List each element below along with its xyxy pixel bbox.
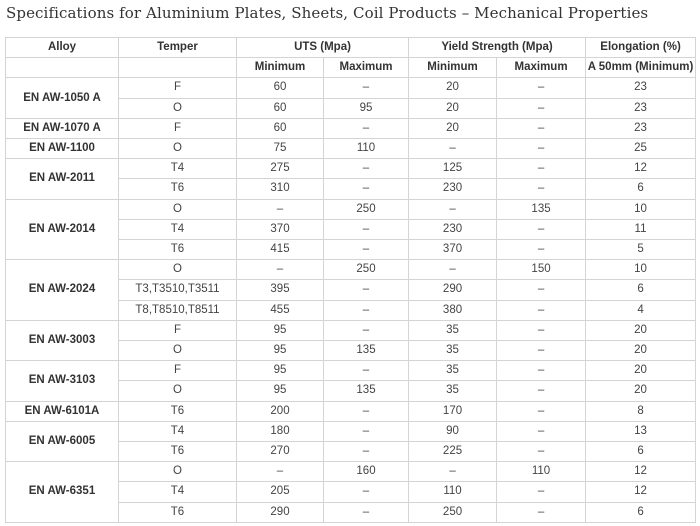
header-uts-maximum: Maximum bbox=[324, 58, 409, 78]
header-uts-minimum: Minimum bbox=[237, 58, 324, 78]
yield-max-cell: – bbox=[497, 78, 586, 98]
uts-min-cell: 60 bbox=[237, 118, 324, 138]
yield-max-cell: – bbox=[497, 401, 586, 421]
elongation-cell: 20 bbox=[586, 381, 696, 401]
yield-max-cell: 150 bbox=[497, 260, 586, 280]
header-elongation: Elongation (%) bbox=[586, 38, 696, 58]
uts-max-cell: 250 bbox=[324, 199, 409, 219]
uts-max-cell: 135 bbox=[324, 381, 409, 401]
alloy-cell: EN AW-2024 bbox=[6, 260, 119, 321]
yield-min-cell: 290 bbox=[409, 280, 497, 300]
yield-min-cell: 35 bbox=[409, 361, 497, 381]
yield-min-cell: 35 bbox=[409, 381, 497, 401]
uts-max-cell: – bbox=[324, 280, 409, 300]
temper-cell: F bbox=[119, 361, 237, 381]
yield-max-cell: 110 bbox=[497, 462, 586, 482]
yield-min-cell: 250 bbox=[409, 502, 497, 522]
yield-min-cell: – bbox=[409, 199, 497, 219]
temper-cell: T6 bbox=[119, 502, 237, 522]
uts-max-cell: – bbox=[324, 482, 409, 502]
uts-min-cell: 75 bbox=[237, 139, 324, 159]
elongation-cell: 23 bbox=[586, 78, 696, 98]
yield-max-cell: – bbox=[497, 300, 586, 320]
uts-max-cell: – bbox=[324, 502, 409, 522]
uts-min-cell: 95 bbox=[237, 320, 324, 340]
temper-cell: T4 bbox=[119, 421, 237, 441]
table-row bbox=[6, 139, 696, 159]
uts-min-cell: 200 bbox=[237, 401, 324, 421]
alloy-cell: EN AW-1100 bbox=[6, 139, 119, 159]
elongation-cell: 20 bbox=[586, 361, 696, 381]
header-row-main bbox=[6, 38, 696, 58]
header-sub-empty bbox=[119, 58, 237, 78]
uts-max-cell: 250 bbox=[324, 260, 409, 280]
elongation-cell: 6 bbox=[586, 280, 696, 300]
yield-max-cell: – bbox=[497, 159, 586, 179]
yield-min-cell: 35 bbox=[409, 320, 497, 340]
header-temper: Temper bbox=[119, 38, 237, 58]
yield-max-cell: – bbox=[497, 179, 586, 199]
uts-max-cell: – bbox=[324, 179, 409, 199]
uts-max-cell: – bbox=[324, 159, 409, 179]
uts-min-cell: 290 bbox=[237, 502, 324, 522]
uts-max-cell: 160 bbox=[324, 462, 409, 482]
uts-max-cell: – bbox=[324, 320, 409, 340]
uts-min-cell: 415 bbox=[237, 240, 324, 260]
uts-min-cell: 60 bbox=[237, 78, 324, 98]
temper-cell: F bbox=[119, 320, 237, 340]
uts-max-cell: 135 bbox=[324, 341, 409, 361]
temper-cell: T3,T3510,T3511 bbox=[119, 280, 237, 300]
header-alloy: Alloy bbox=[6, 38, 119, 58]
table-row bbox=[6, 361, 696, 381]
uts-min-cell: 95 bbox=[237, 361, 324, 381]
header-yield-maximum: Maximum bbox=[497, 58, 586, 78]
yield-max-cell: – bbox=[497, 381, 586, 401]
elongation-cell: 13 bbox=[586, 421, 696, 441]
uts-min-cell: 270 bbox=[237, 442, 324, 462]
yield-min-cell: 370 bbox=[409, 240, 497, 260]
yield-min-cell: – bbox=[409, 139, 497, 159]
temper-cell: T8,T8510,T8511 bbox=[119, 300, 237, 320]
temper-cell: T6 bbox=[119, 240, 237, 260]
yield-min-cell: 20 bbox=[409, 78, 497, 98]
temper-cell: T4 bbox=[119, 159, 237, 179]
yield-min-cell: 230 bbox=[409, 219, 497, 239]
uts-max-cell: – bbox=[324, 300, 409, 320]
mechanical-properties-table bbox=[5, 37, 696, 523]
uts-min-cell: 95 bbox=[237, 381, 324, 401]
uts-max-cell: – bbox=[324, 401, 409, 421]
header-sub-empty bbox=[6, 58, 119, 78]
elongation-cell: 20 bbox=[586, 341, 696, 361]
uts-min-cell: 395 bbox=[237, 280, 324, 300]
elongation-cell: 20 bbox=[586, 320, 696, 340]
table-row bbox=[6, 260, 696, 280]
elongation-cell: 5 bbox=[586, 240, 696, 260]
header-yield-strength: Yield Strength (Mpa) bbox=[409, 38, 586, 58]
table-row bbox=[6, 462, 696, 482]
alloy-cell: EN AW-3003 bbox=[6, 320, 119, 360]
uts-max-cell: – bbox=[324, 442, 409, 462]
alloy-cell: EN AW-2014 bbox=[6, 199, 119, 260]
yield-max-cell: – bbox=[497, 98, 586, 118]
temper-cell: F bbox=[119, 78, 237, 98]
yield-min-cell: 380 bbox=[409, 300, 497, 320]
yield-min-cell: 110 bbox=[409, 482, 497, 502]
temper-cell: T4 bbox=[119, 482, 237, 502]
uts-min-cell: 310 bbox=[237, 179, 324, 199]
yield-max-cell: – bbox=[497, 421, 586, 441]
uts-min-cell: 180 bbox=[237, 421, 324, 441]
yield-max-cell: – bbox=[497, 139, 586, 159]
alloy-cell: EN AW-3103 bbox=[6, 361, 119, 401]
uts-max-cell: – bbox=[324, 118, 409, 138]
elongation-cell: 10 bbox=[586, 260, 696, 280]
alloy-cell: EN AW-2011 bbox=[6, 159, 119, 199]
uts-max-cell: 110 bbox=[324, 139, 409, 159]
yield-min-cell: 90 bbox=[409, 421, 497, 441]
elongation-cell: 6 bbox=[586, 442, 696, 462]
temper-cell: T6 bbox=[119, 179, 237, 199]
yield-max-cell: – bbox=[497, 482, 586, 502]
uts-min-cell: 60 bbox=[237, 98, 324, 118]
temper-cell: O bbox=[119, 98, 237, 118]
uts-max-cell: – bbox=[324, 240, 409, 260]
table-row bbox=[6, 118, 696, 138]
elongation-cell: 6 bbox=[586, 179, 696, 199]
yield-min-cell: 35 bbox=[409, 341, 497, 361]
yield-min-cell: 230 bbox=[409, 179, 497, 199]
yield-min-cell: 20 bbox=[409, 98, 497, 118]
yield-max-cell: – bbox=[497, 341, 586, 361]
temper-cell: T6 bbox=[119, 442, 237, 462]
uts-min-cell: 455 bbox=[237, 300, 324, 320]
yield-max-cell: – bbox=[497, 320, 586, 340]
table-row bbox=[6, 401, 696, 421]
table-row bbox=[6, 421, 696, 441]
temper-cell: O bbox=[119, 462, 237, 482]
uts-max-cell: 95 bbox=[324, 98, 409, 118]
uts-min-cell: – bbox=[237, 260, 324, 280]
elongation-cell: 4 bbox=[586, 300, 696, 320]
uts-min-cell: 370 bbox=[237, 219, 324, 239]
alloy-cell: EN AW-6101A bbox=[6, 401, 119, 421]
elongation-cell: 6 bbox=[586, 502, 696, 522]
uts-max-cell: – bbox=[324, 361, 409, 381]
table-row bbox=[6, 78, 696, 98]
yield-min-cell: 225 bbox=[409, 442, 497, 462]
yield-max-cell: – bbox=[497, 118, 586, 138]
temper-cell: F bbox=[119, 118, 237, 138]
alloy-cell: EN AW-6005 bbox=[6, 421, 119, 461]
table-row bbox=[6, 320, 696, 340]
uts-min-cell: 205 bbox=[237, 482, 324, 502]
table-header bbox=[6, 38, 696, 78]
uts-max-cell: – bbox=[324, 421, 409, 441]
uts-min-cell: 275 bbox=[237, 159, 324, 179]
elongation-cell: 11 bbox=[586, 219, 696, 239]
header-elongation-a50: A 50mm (Minimum) bbox=[586, 58, 696, 78]
elongation-cell: 23 bbox=[586, 98, 696, 118]
page-title: Specifications for Aluminium Plates, Sheets, Coil Products – Mechanical Properties bbox=[6, 4, 649, 22]
elongation-cell: 12 bbox=[586, 482, 696, 502]
header-yield-minimum: Minimum bbox=[409, 58, 497, 78]
elongation-cell: 25 bbox=[586, 139, 696, 159]
temper-cell: O bbox=[119, 381, 237, 401]
uts-max-cell: – bbox=[324, 78, 409, 98]
elongation-cell: 23 bbox=[586, 118, 696, 138]
table-row bbox=[6, 159, 696, 179]
yield-max-cell: – bbox=[497, 280, 586, 300]
yield-min-cell: – bbox=[409, 462, 497, 482]
uts-min-cell: 95 bbox=[237, 341, 324, 361]
alloy-cell: EN AW-1070 A bbox=[6, 118, 119, 138]
alloy-cell: EN AW-6351 bbox=[6, 462, 119, 523]
yield-min-cell: 170 bbox=[409, 401, 497, 421]
yield-min-cell: 20 bbox=[409, 118, 497, 138]
temper-cell: T6 bbox=[119, 401, 237, 421]
yield-max-cell: – bbox=[497, 240, 586, 260]
table-body bbox=[6, 78, 696, 522]
yield-max-cell: – bbox=[497, 502, 586, 522]
temper-cell: O bbox=[119, 260, 237, 280]
elongation-cell: 8 bbox=[586, 401, 696, 421]
yield-max-cell: – bbox=[497, 361, 586, 381]
header-row-sub bbox=[6, 58, 696, 78]
temper-cell: O bbox=[119, 341, 237, 361]
temper-cell: O bbox=[119, 199, 237, 219]
yield-min-cell: – bbox=[409, 260, 497, 280]
uts-max-cell: – bbox=[324, 219, 409, 239]
uts-min-cell: – bbox=[237, 199, 324, 219]
yield-max-cell: 135 bbox=[497, 199, 586, 219]
temper-cell: T4 bbox=[119, 219, 237, 239]
yield-min-cell: 125 bbox=[409, 159, 497, 179]
elongation-cell: 12 bbox=[586, 462, 696, 482]
yield-max-cell: – bbox=[497, 219, 586, 239]
table-row bbox=[6, 199, 696, 219]
elongation-cell: 10 bbox=[586, 199, 696, 219]
alloy-cell: EN AW-1050 A bbox=[6, 78, 119, 118]
temper-cell: O bbox=[119, 139, 237, 159]
yield-max-cell: – bbox=[497, 442, 586, 462]
uts-min-cell: – bbox=[237, 462, 324, 482]
header-uts: UTS (Mpa) bbox=[237, 38, 409, 58]
elongation-cell: 12 bbox=[586, 159, 696, 179]
